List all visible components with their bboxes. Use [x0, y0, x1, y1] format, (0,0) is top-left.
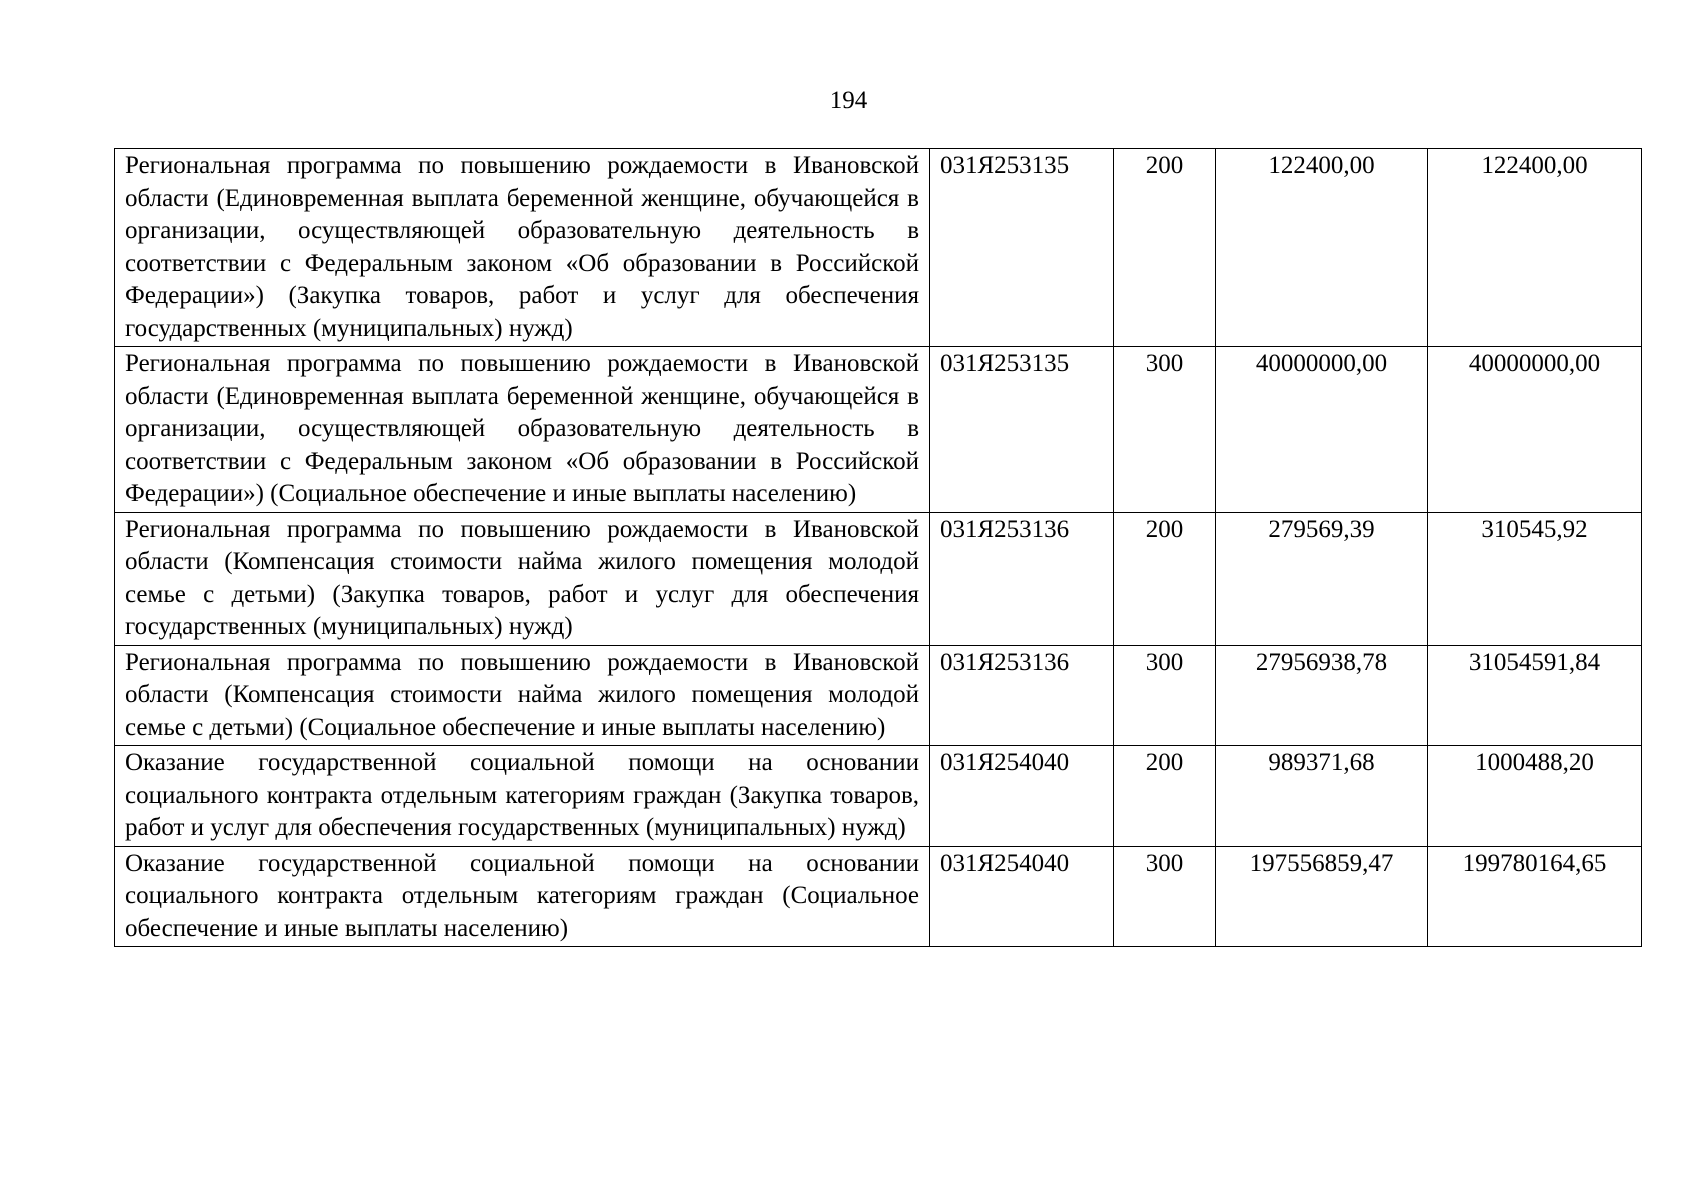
- target-article-code: 031Я253136: [930, 512, 1114, 645]
- amount-year-1: 40000000,00: [1216, 347, 1428, 513]
- table-row: [115, 645, 1642, 746]
- amount-year-1: 27956938,78: [1216, 645, 1428, 746]
- amount-year-2: 122400,00: [1428, 149, 1642, 347]
- amount-year-2: 1000488,20: [1428, 746, 1642, 847]
- table-row: [115, 746, 1642, 847]
- target-article-code: 031Я253136: [930, 645, 1114, 746]
- amount-year-2: 40000000,00: [1428, 347, 1642, 513]
- amount-year-2: 310545,92: [1428, 512, 1642, 645]
- target-article-code: 031Я253135: [930, 149, 1114, 347]
- table-row: [115, 846, 1642, 947]
- amount-year-1: 989371,68: [1216, 746, 1428, 847]
- row-description: Оказание государственной социальной помощи на основании социального контракта отдельным категориям граждан (Социальное обеспечение и иные выплаты населению): [115, 846, 930, 947]
- amount-year-1: 197556859,47: [1216, 846, 1428, 947]
- row-description: Оказание государственной социальной помощи на основании социального контракта отдельным категориям граждан (Закупка товаров, работ и услуг для обеспечения государственных (муниципальных) нужд): [115, 746, 930, 847]
- table-row: [115, 149, 1642, 347]
- row-description: Региональная программа по повышению рождаемости в Ивановской области (Компенсация стоимости найма жилого помещения молодой семье с детьми) (Социальное обеспечение и иные выплаты населению): [115, 645, 930, 746]
- row-description: Региональная программа по повышению рождаемости в Ивановской области (Единовременная выплата беременной женщине, обучающейся в организации, осуществляющей образовательную деятельность в соответствии с Федеральным законом «Об образовании в Российской Федерации») (Социальное обеспечение и иные выплаты населению): [115, 347, 930, 513]
- amount-year-2: 31054591,84: [1428, 645, 1642, 746]
- amount-year-1: 122400,00: [1216, 149, 1428, 347]
- expense-type-code: 300: [1114, 846, 1216, 947]
- expense-type-code: 300: [1114, 645, 1216, 746]
- expense-type-code: 200: [1114, 149, 1216, 347]
- expense-type-code: 300: [1114, 347, 1216, 513]
- page-number: 194: [829, 87, 868, 114]
- amount-year-2: 199780164,65: [1428, 846, 1642, 947]
- amount-year-1: 279569,39: [1216, 512, 1428, 645]
- target-article-code: 031Я253135: [930, 347, 1114, 513]
- table-row: [115, 512, 1642, 645]
- target-article-code: 031Я254040: [930, 846, 1114, 947]
- row-description: Региональная программа по повышению рождаемости в Ивановской области (Единовременная выплата беременной женщине, обучающейся в организации, осуществляющей образовательную деятельность в соответствии с Федеральным законом «Об образовании в Российской Федерации») (Закупка товаров, работ и услуг для обеспечения государственных (муниципальных) нужд): [115, 149, 930, 347]
- expense-type-code: 200: [1114, 746, 1216, 847]
- budget-table: [114, 148, 1642, 947]
- row-description: Региональная программа по повышению рождаемости в Ивановской области (Компенсация стоимости найма жилого помещения молодой семье с детьми) (Закупка товаров, работ и услуг для обеспечения государственных (муниципальных) нужд): [115, 512, 930, 645]
- expense-type-code: 200: [1114, 512, 1216, 645]
- table-row: [115, 347, 1642, 513]
- target-article-code: 031Я254040: [930, 746, 1114, 847]
